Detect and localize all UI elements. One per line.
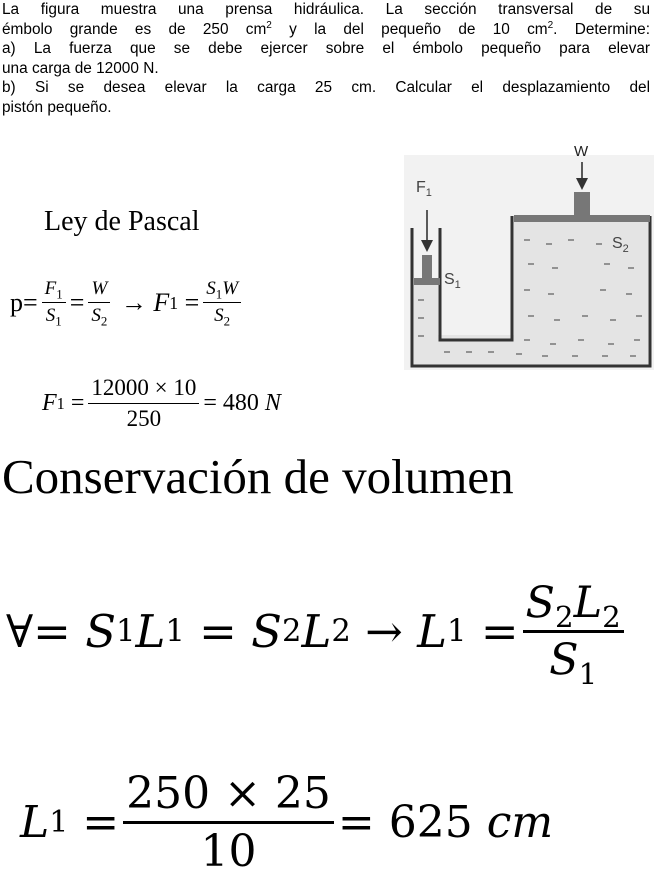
small-area-label: $S_1$ (444, 271, 461, 291)
large-piston-load (574, 192, 590, 215)
force-label: $F_1$ (416, 179, 432, 199)
hydraulic-press-figure (404, 140, 654, 370)
problem-statement (2, 0, 650, 117)
small-piston (414, 278, 440, 285)
problem-line: pistón pequeño. (2, 98, 112, 116)
force-result-equation: F 1 = $\frac{12000 \times 10}{250}$ = 480 N (42, 375, 281, 431)
problem-line: b) Si se desea elevar la carga 25 cm. Calcular el desplazamiento del (2, 79, 650, 96)
problem-line: a) La fuerza que se debe ejercer sobre el émbolo pequeño para elevar (2, 40, 650, 57)
volume-equation: ∀= S 1 L 1 = S 2 L 2 → L 1 = $\frac{S_2L_2}{S_1}$ (6, 578, 628, 685)
pascal-equation: p= $\frac{F_1}{S_1}$ = $\frac{W}{S_2}$ → F 1 = $\frac{S_1W}{S_2}$ (10, 278, 245, 327)
small-piston-rod (422, 255, 432, 278)
large-piston (514, 215, 650, 222)
volume-conservation-title: Conservación de volumen (2, 449, 514, 504)
problem-line: una carga de 12000 N. (2, 59, 159, 77)
problem-line: émbolo grande es de 250 $cm^2$ y la del pequeño de 10 $cm^2$. Determine: (2, 19, 650, 38)
pascal-law-title: Ley de Pascal (44, 206, 200, 237)
large-area-label: $S_2$ (612, 235, 629, 255)
displacement-result-equation: L 1 = $\frac{250 \times 25}{10}$ = 625 cm (20, 768, 554, 877)
weight-label: W (574, 143, 589, 160)
problem-line: La figura muestra una prensa hidráulica. La sección transversal de su (2, 1, 650, 18)
